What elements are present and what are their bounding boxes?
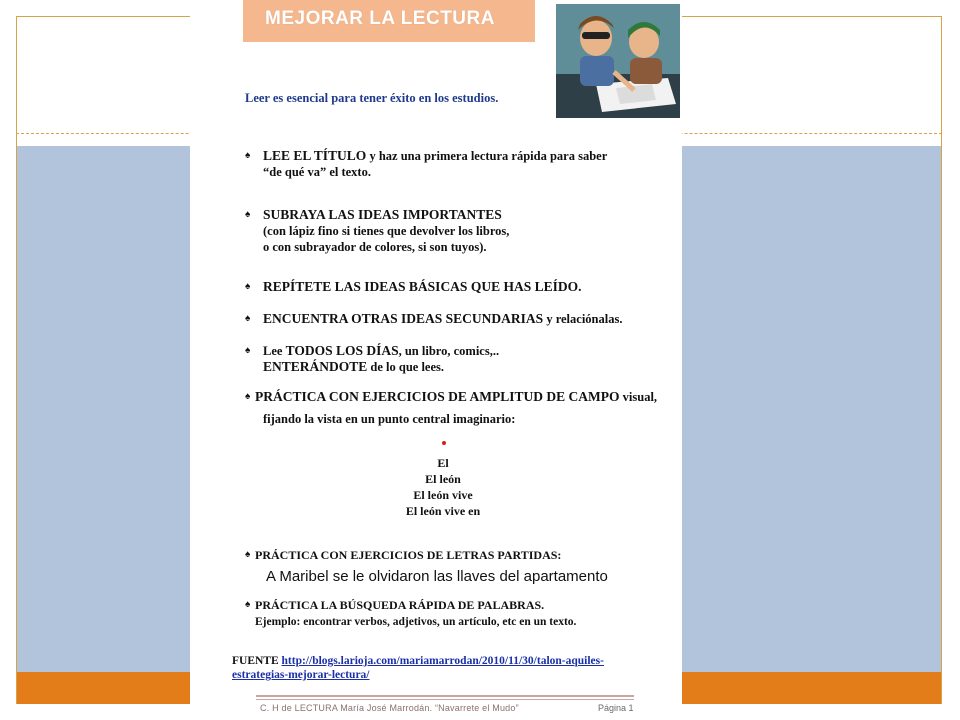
source-reference xyxy=(232,654,652,682)
students-reading-illustration xyxy=(556,4,680,118)
footer-rule xyxy=(256,695,634,697)
source-link[interactable]: http://blogs.larioja.com/mariamarrodan/2010/11/30/talon-aquiles-estrategias-mejorar-lectura/ xyxy=(232,655,604,681)
footer-rule-thin xyxy=(256,699,634,700)
students-illustration-graphic xyxy=(556,4,680,118)
split-letters-sample: A Maribel se le olvidaron las llaves del apartamento xyxy=(266,568,608,585)
pyramid-line: El león vive xyxy=(413,488,473,502)
focus-point xyxy=(442,441,446,445)
pyramid-line: El león xyxy=(425,472,461,486)
pyramid-line: El xyxy=(437,456,449,470)
spade-icon: ♠ xyxy=(245,313,251,324)
spade-icon: ♠ xyxy=(245,209,251,220)
footer-author: C. H de LECTURA María José Marrodán. “Navarrete el Mudo” xyxy=(260,703,519,713)
document-page: MEJORAR LA LECTURA Leer es esencial para tener éxito en los estudios. ♠ LEE EL TÍTULO y haz una primera lectura rápida para saber “de qué va” el texto. ♠ SUBRAYA LAS IDEAS IMPORTANTES (con lápiz fino si tienes que devolver los libros, o con subrayador de colores, si son tuyos). ♠ REPÍTETE LAS IDEAS BÁSICAS QUE HAS LEÍDO. ♠ ENCUENTRA OTRAS IDEAS SECUNDARIAS y relaciónalas. ♠ Lee TODOS LOS DÍAS, un libro, comics,.. ENTERÁNDOTE de lo que lees. ♠ PRÁCTICA CON EJERCICIOS DE AMPLITUD DE CAMPO visual, fijando la vista en un punto central imaginario: El El león El león vive El león vive en ♠ PRÁCTICA CON EJERCICIOS DE LETRAS PARTIDAS: A Maribel se le olvidaron las llaves del apartamento ♠ PRÁCTICA LA BÚSQUEDA RÁPIDA DE PALABRAS. Ejemplo: encontrar verbos, adjetivos, un artículo, etc en un texto. FUENTE http://blogs.larioja.com/mariamarrodan/2010/11/30/talon-aquiles-estrategias-mejorar-lectura/ C. H de LECTURA María José Marrodán. “Navarrete el Mudo” Página 1 xyxy=(190,0,682,720)
spade-icon: ♠ xyxy=(245,150,251,161)
document-title: MEJORAR LA LECTURA xyxy=(265,8,495,29)
word-pyramid xyxy=(190,455,682,519)
spade-icon: ♠ xyxy=(245,345,251,356)
spade-icon: ♠ xyxy=(245,549,251,560)
spade-icon: ♠ xyxy=(245,391,251,402)
spade-icon: ♠ xyxy=(245,281,251,292)
pyramid-line: El león vive en xyxy=(405,504,481,518)
document-intro: Leer es esencial para tener éxito en los estudios. xyxy=(245,91,499,105)
source-label: FUENTE xyxy=(232,655,279,667)
footer-page-number: Página 1 xyxy=(598,703,634,713)
spade-icon: ♠ xyxy=(245,599,251,610)
document-title-banner xyxy=(243,0,535,42)
